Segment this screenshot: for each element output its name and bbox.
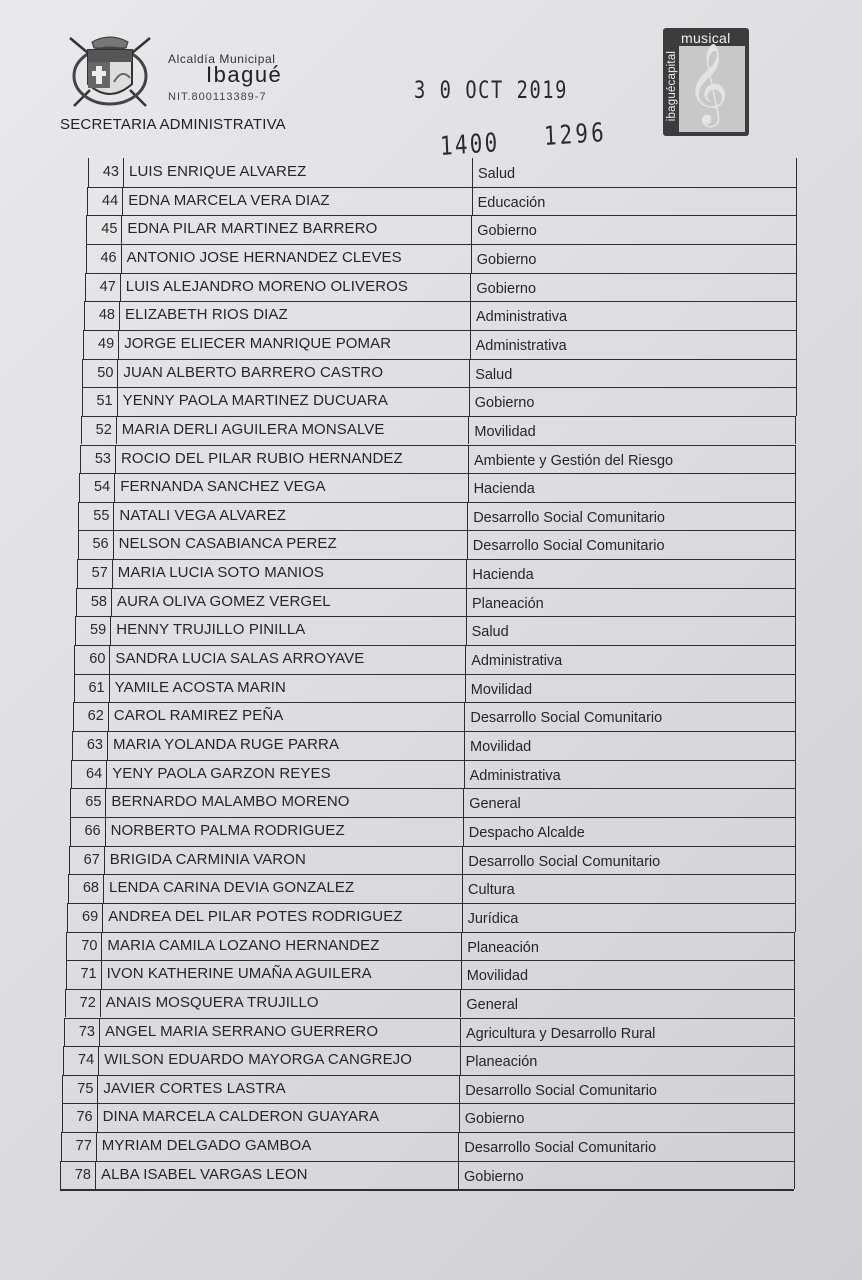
table-row — [72, 731, 795, 760]
row-number: 62 — [73, 702, 109, 731]
table-row — [62, 1103, 795, 1132]
dependency: Desarrollo Social Comunitario — [464, 1140, 657, 1157]
row-number: 52 — [81, 416, 117, 445]
employee-name: MARIA CAMILA LOZANO HERNANDEZ — [107, 936, 380, 954]
table-row — [77, 559, 795, 588]
column-divider — [468, 473, 469, 502]
dependency: Administrativa — [469, 767, 561, 784]
table-left-border — [69, 846, 70, 875]
table-row — [76, 588, 795, 617]
table-row — [88, 158, 796, 187]
column-divider — [462, 874, 463, 903]
dependency: Despacho Alcalde — [468, 824, 585, 841]
dependency: Desarrollo Social Comunitario — [470, 710, 663, 727]
table-row — [70, 817, 795, 846]
row-number: 50 — [82, 359, 118, 388]
table-right-border — [796, 273, 797, 302]
row-number: 77 — [61, 1132, 97, 1161]
column-divider — [466, 588, 467, 617]
table-row — [71, 760, 795, 789]
dependency: Salud — [478, 166, 516, 182]
table-row — [78, 530, 796, 559]
stamp-number: 1296 — [543, 117, 608, 152]
row-number: 66 — [70, 817, 106, 846]
table-right-border — [796, 187, 797, 216]
employee-name: LENDA CARINA DEVIA GONZALEZ — [109, 879, 355, 897]
dependency: Gobierno — [476, 280, 537, 297]
row-number: 64 — [71, 760, 107, 789]
table-left-border — [78, 502, 79, 531]
column-divider — [468, 445, 469, 474]
row-number: 55 — [78, 502, 114, 531]
employee-name: LUIS ENRIQUE ALVAREZ — [129, 163, 307, 180]
table-right-border — [795, 416, 796, 445]
table-left-border — [60, 1161, 61, 1190]
table-right-border — [794, 1132, 795, 1161]
table-left-border — [77, 559, 78, 588]
dependency: Desarrollo Social Comunitario — [472, 538, 665, 555]
table-left-border — [74, 645, 75, 674]
table-row — [80, 445, 795, 474]
row-number: 46 — [86, 244, 122, 273]
column-divider — [470, 330, 471, 359]
employee-name: BRIGIDA CARMINIA VARON — [109, 850, 306, 868]
table-right-border — [795, 702, 796, 731]
table-row — [81, 416, 796, 445]
table-left-border — [82, 387, 83, 416]
employee-name: ANAIS MOSQUERA TRUJILLO — [105, 993, 319, 1011]
table-right-border — [795, 616, 796, 645]
column-divider — [470, 301, 471, 330]
dependency: Cultura — [468, 882, 515, 899]
dependency: Hacienda — [472, 567, 534, 584]
column-divider — [463, 788, 464, 817]
employee-name: ANTONIO JOSE HERNANDEZ CLEVES — [126, 248, 402, 266]
table-right-border — [794, 989, 795, 1018]
employee-name: HENNY TRUJILLO PINILLA — [116, 621, 306, 639]
dependency: Salud — [475, 366, 513, 383]
row-number: 53 — [80, 445, 116, 474]
dependency: Planeación — [465, 1054, 538, 1071]
table-left-border — [86, 244, 87, 273]
column-divider — [469, 387, 470, 416]
employee-name: ALBA ISABEL VARGAS LEON — [101, 1165, 308, 1183]
row-number: 47 — [85, 273, 121, 302]
table-left-border — [70, 788, 71, 817]
table-right-border — [795, 473, 796, 502]
employee-name: AURA OLIVA GOMEZ VERGEL — [117, 592, 331, 610]
table-left-border — [79, 473, 80, 502]
column-divider — [461, 960, 462, 989]
column-divider — [459, 1075, 460, 1104]
row-number: 45 — [86, 215, 122, 244]
row-number: 58 — [76, 588, 112, 617]
table-row — [82, 359, 795, 388]
table-row — [60, 1161, 794, 1190]
table-left-border — [67, 903, 68, 932]
table-right-border — [796, 244, 797, 273]
employee-name: IVON KATHERINE UMAÑA AGUILERA — [106, 965, 372, 983]
table-row — [74, 645, 795, 674]
dependency: Movilidad — [474, 423, 536, 440]
table-left-border — [72, 731, 73, 760]
dependency: Movilidad — [470, 739, 532, 755]
column-divider — [470, 273, 471, 302]
employee-name: WILSON EDUARDO MAYORGA CANGREJO — [104, 1051, 413, 1069]
dependency: Desarrollo Social Comunitario — [473, 509, 665, 526]
nit-number: NIT.800113389-7 — [168, 91, 267, 103]
row-number: 70 — [66, 932, 102, 961]
employee-name: YENY PAOLA GARZON REYES — [112, 764, 331, 782]
table-row — [63, 1046, 794, 1075]
column-divider — [458, 1161, 459, 1190]
table-left-border — [61, 1132, 62, 1161]
row-number: 48 — [84, 301, 120, 330]
employee-name: ELIZABETH RIOS DIAZ — [125, 306, 288, 324]
table-row — [68, 874, 795, 903]
table-right-border — [795, 674, 796, 703]
row-number: 68 — [68, 874, 104, 903]
table-row — [83, 330, 795, 359]
dependency: Administrativa — [475, 337, 567, 354]
row-number: 51 — [82, 387, 118, 416]
dependency: Gobierno — [464, 1168, 524, 1185]
table-left-border — [70, 817, 71, 846]
row-number: 63 — [72, 731, 108, 760]
dependency: Salud — [471, 624, 509, 641]
table-left-border — [78, 530, 79, 559]
table-left-border — [66, 932, 67, 961]
table-right-border — [796, 387, 797, 416]
row-number: 57 — [77, 559, 113, 588]
row-number: 43 — [88, 158, 124, 187]
table-right-border — [794, 1075, 795, 1104]
column-divider — [464, 702, 465, 731]
employee-name: BERNARDO MALAMBO MORENO — [111, 793, 350, 811]
table-right-border — [795, 731, 796, 760]
dependency: Movilidad — [470, 681, 533, 698]
column-divider — [461, 932, 462, 961]
employee-name: NATALI VEGA ALVAREZ — [119, 506, 287, 524]
table-right-border — [794, 1018, 795, 1047]
table-row — [84, 301, 796, 330]
table-left-border — [63, 1046, 64, 1075]
table-row — [66, 960, 795, 989]
employee-name: FERNANDA SANCHEZ VEGA — [120, 478, 326, 496]
column-divider — [467, 530, 468, 559]
table-row — [66, 932, 794, 961]
dependency: Agricultura y Desarrollo Rural — [466, 1025, 656, 1042]
row-number: 61 — [74, 674, 110, 703]
employee-name: ANDREA DEL PILAR POTES RODRIGUEZ — [108, 907, 403, 925]
employee-name: MARIA YOLANDA RUGE PARRA — [113, 736, 340, 753]
dependency: Ambiente y Gestión del Riesgo — [474, 452, 674, 469]
logo-top-text: musical — [681, 30, 731, 46]
column-divider — [471, 215, 472, 244]
table-left-border — [86, 215, 87, 244]
table-right-border — [795, 817, 796, 846]
table-left-border — [68, 874, 69, 903]
dependency: Administrativa — [476, 309, 568, 326]
table-right-border — [796, 158, 797, 187]
dependency: General — [466, 996, 518, 1013]
table-row — [74, 674, 795, 703]
column-divider — [460, 989, 461, 1018]
table-right-border — [795, 445, 796, 474]
employee-name: JUAN ALBERTO BARRERO CASTRO — [123, 363, 384, 381]
row-number: 69 — [67, 903, 103, 932]
table-right-border — [794, 1161, 795, 1190]
dependency: Desarrollo Social Comunitario — [468, 853, 661, 870]
row-number: 71 — [66, 960, 102, 989]
table-left-border — [65, 989, 66, 1018]
column-divider — [459, 1103, 460, 1132]
table-right-border — [795, 846, 796, 875]
table-right-border — [795, 645, 796, 674]
dependency: Planeación — [467, 939, 539, 956]
table-left-border — [64, 1018, 65, 1047]
column-divider — [469, 359, 470, 388]
table-right-border — [795, 530, 796, 559]
column-divider — [463, 817, 464, 846]
employee-name: NELSON CASABIANCA PEREZ — [118, 535, 337, 553]
table-left-border — [84, 301, 85, 330]
row-number: 73 — [64, 1018, 100, 1047]
table-left-border — [87, 187, 88, 216]
table-left-border — [75, 616, 76, 645]
dependency: Gobierno — [476, 251, 537, 268]
column-divider — [460, 1046, 461, 1075]
received-date-stamp: 3 0 OCT 2019 — [414, 76, 568, 104]
column-divider — [467, 502, 468, 531]
table-right-border — [794, 960, 795, 989]
dependency: Gobierno — [474, 395, 535, 412]
table-right-border — [794, 1103, 795, 1132]
table-row — [87, 187, 796, 216]
table-right-border — [795, 874, 796, 903]
table-left-border — [62, 1075, 63, 1104]
table-left-border — [62, 1103, 63, 1132]
row-number: 54 — [79, 473, 115, 502]
row-number: 56 — [78, 530, 114, 559]
table-left-border — [74, 674, 75, 703]
row-number: 59 — [75, 616, 111, 645]
column-divider — [472, 158, 473, 187]
dependency: Gobierno — [477, 223, 537, 240]
employee-name: ROCIO DEL PILAR RUBIO HERNANDEZ — [121, 449, 403, 467]
table-right-border — [795, 788, 796, 817]
employee-name: DINA MARCELA CALDERON GUAYARA — [102, 1108, 380, 1126]
dependency: Desarrollo Social Comunitario — [465, 1082, 657, 1099]
table-right-border — [795, 559, 796, 588]
employee-name: MARIA DERLI AGUILERA MONSALVE — [121, 420, 385, 438]
table-left-border — [66, 960, 67, 989]
column-divider — [464, 760, 465, 789]
row-number: 72 — [65, 989, 101, 1018]
table-right-border — [796, 359, 797, 388]
column-divider — [460, 1018, 461, 1047]
column-divider — [462, 903, 463, 932]
row-divider — [60, 1189, 794, 1191]
table-row — [75, 616, 795, 645]
table-left-border — [83, 330, 84, 359]
table-left-border — [85, 273, 86, 302]
table-row — [64, 1018, 794, 1047]
employee-name: ANGEL MARIA SERRANO GUERRERO — [105, 1022, 379, 1040]
dependency: Administrativa — [471, 653, 563, 670]
dependency: Hacienda — [473, 481, 535, 498]
dependency: Gobierno — [464, 1111, 525, 1128]
row-number: 49 — [83, 330, 119, 359]
table-row — [70, 788, 794, 817]
table-right-border — [796, 301, 797, 330]
table-right-border — [795, 502, 796, 531]
table-row — [78, 502, 795, 531]
table-row — [82, 387, 796, 416]
table-row — [65, 989, 795, 1018]
table-row — [79, 473, 795, 502]
dependency: Jurídica — [467, 910, 519, 927]
table-left-border — [71, 760, 72, 789]
row-number: 67 — [69, 846, 105, 875]
column-divider — [464, 731, 465, 760]
table-right-border — [795, 760, 796, 789]
employee-name: SANDRA LUCIA SALAS ARROYAVE — [115, 650, 365, 668]
table-left-border — [88, 158, 89, 187]
table-right-border — [796, 330, 797, 359]
employee-name: YENNY PAOLA MARTINEZ DUCUARA — [122, 392, 388, 410]
row-number: 60 — [74, 645, 110, 674]
employee-name: MYRIAM DELGADO GAMBOA — [101, 1137, 312, 1155]
table-row — [67, 903, 794, 932]
table-right-border — [794, 1046, 795, 1075]
employee-name: EDNA MARCELA VERA DIAZ — [128, 191, 330, 209]
row-number: 78 — [60, 1161, 96, 1190]
employee-name: JAVIER CORTES LASTRA — [103, 1079, 286, 1097]
column-divider — [465, 645, 466, 674]
employee-name: MARIA LUCIA SOTO MANIOS — [117, 564, 325, 582]
table-row — [86, 244, 796, 273]
column-divider — [466, 616, 467, 645]
table-right-border — [794, 932, 795, 961]
dependency: Planeación — [472, 595, 544, 612]
employee-name: CAROL RAMIREZ PEÑA — [113, 707, 284, 725]
column-divider — [468, 416, 469, 445]
institution-line: Alcaldía Municipal — [168, 52, 276, 66]
table-right-border — [795, 903, 796, 932]
column-divider — [465, 674, 466, 703]
row-number: 75 — [62, 1075, 98, 1104]
row-number: 74 — [63, 1046, 99, 1075]
column-divider — [472, 187, 473, 216]
employee-name: JORGE ELIECER MANRIQUE POMAR — [124, 334, 392, 352]
dependency: Movilidad — [466, 968, 529, 985]
stamp-time: 1400 — [439, 128, 501, 162]
row-number: 44 — [87, 187, 123, 216]
city-name: Ibagué — [206, 62, 283, 87]
table-row — [86, 215, 795, 244]
employee-name: EDNA PILAR MARTINEZ BARRERO — [127, 220, 378, 238]
column-divider — [466, 559, 467, 588]
employee-name: YAMILE ACOSTA MARIN — [114, 678, 286, 696]
table-left-border — [73, 702, 74, 731]
employee-name: NORBERTO PALMA RODRIGUEZ — [110, 821, 345, 839]
treble-clef-icon: 𝄞 — [687, 42, 729, 124]
column-divider — [458, 1132, 459, 1161]
row-number: 76 — [62, 1103, 98, 1132]
table-row — [69, 846, 795, 875]
department-title: SECRETARIA ADMINISTRATIVA — [60, 116, 286, 133]
column-divider — [471, 244, 472, 273]
dependency: General — [469, 796, 521, 813]
table-left-border — [82, 359, 83, 388]
table-row — [85, 273, 796, 302]
dependency: Educación — [477, 194, 546, 211]
column-divider — [462, 846, 463, 875]
table-right-border — [795, 588, 796, 617]
logo-vertical-text: ibaguécapital — [666, 50, 678, 122]
table-left-border — [80, 445, 81, 474]
table-left-border — [76, 588, 77, 617]
row-number: 65 — [70, 788, 106, 817]
table-right-border — [796, 215, 797, 244]
employee-name: LUIS ALEJANDRO MORENO OLIVEROS — [125, 277, 409, 295]
table-left-border — [81, 416, 82, 445]
table-row — [73, 702, 795, 731]
table-row — [61, 1132, 794, 1161]
table-row — [62, 1075, 794, 1104]
